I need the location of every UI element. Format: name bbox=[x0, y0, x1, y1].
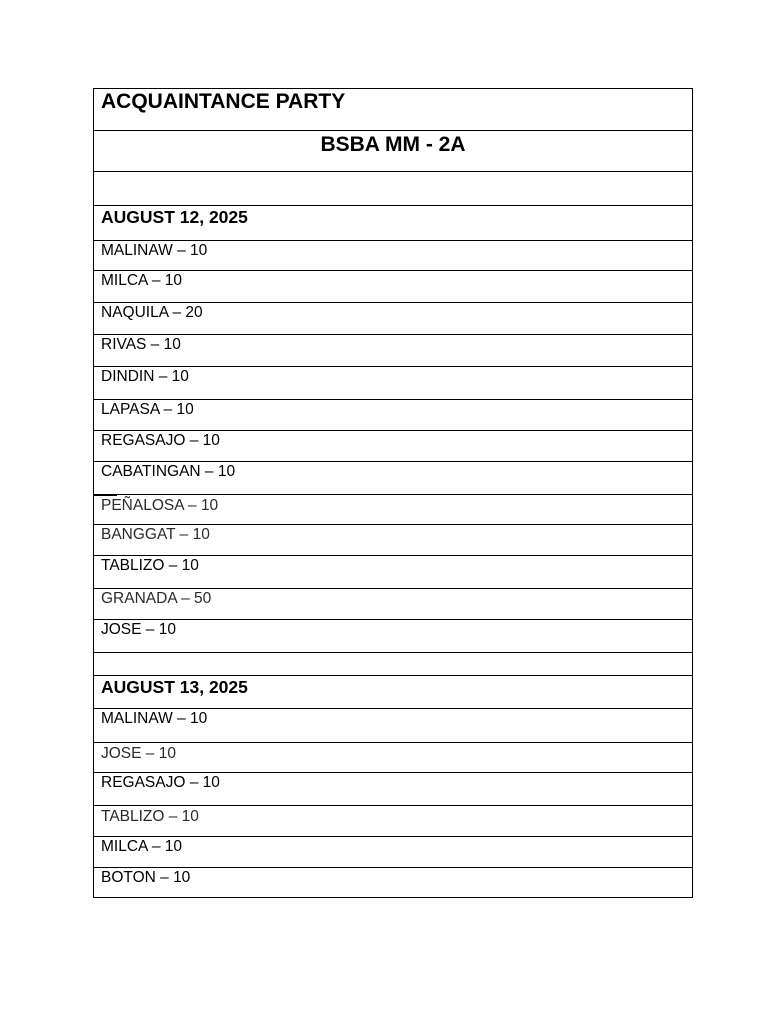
entry-text: DINDIN – 10 bbox=[101, 368, 189, 385]
list-item bbox=[94, 366, 692, 399]
contribution-table bbox=[93, 88, 693, 898]
entry-text: BANGGAT – 10 bbox=[101, 526, 210, 543]
list-item bbox=[94, 240, 692, 270]
section-date: AUGUST 12, 2025 bbox=[101, 207, 248, 227]
blank-row bbox=[94, 652, 692, 675]
entry-text: JOSE – 10 bbox=[101, 745, 176, 762]
entry-text: JOSE – 10 bbox=[101, 621, 176, 638]
section-date: AUGUST 13, 2025 bbox=[101, 677, 248, 697]
entry-text: LAPASA – 10 bbox=[101, 401, 194, 418]
list-item bbox=[94, 555, 692, 588]
entry-text: REGASAJO – 10 bbox=[101, 774, 220, 791]
document-subtitle: BSBA MM - 2A bbox=[320, 133, 466, 156]
list-item bbox=[94, 399, 692, 430]
section-date-row bbox=[94, 205, 692, 240]
entry-text: MILCA – 10 bbox=[101, 272, 182, 289]
entry-text: BOTON – 10 bbox=[101, 869, 191, 886]
entry-text: MALINAW – 10 bbox=[101, 242, 208, 259]
entry-text: PEÑALOSA – 10 bbox=[101, 497, 219, 514]
entry-text: TABLIZO – 10 bbox=[101, 808, 199, 825]
document-title: ACQUAINTANCE PARTY bbox=[101, 90, 346, 113]
list-item bbox=[94, 619, 692, 652]
list-item bbox=[94, 494, 692, 524]
entry-text: GRANADA – 50 bbox=[101, 590, 212, 607]
list-item bbox=[94, 772, 692, 805]
list-item bbox=[94, 805, 692, 836]
list-item bbox=[94, 742, 692, 772]
list-item bbox=[94, 836, 692, 867]
list-item bbox=[94, 708, 692, 742]
entry-text: TABLIZO – 10 bbox=[101, 557, 199, 574]
entry-text: MILCA – 10 bbox=[101, 838, 182, 855]
section-date-row bbox=[94, 675, 692, 708]
list-item bbox=[94, 430, 692, 461]
document-title-row bbox=[94, 89, 692, 130]
list-item bbox=[94, 334, 692, 366]
list-item bbox=[94, 588, 692, 619]
entry-text: RIVAS – 10 bbox=[101, 336, 181, 353]
list-item bbox=[94, 461, 692, 494]
list-item bbox=[94, 302, 692, 334]
list-item bbox=[94, 867, 692, 897]
blank-row bbox=[94, 171, 692, 205]
entry-text: REGASAJO – 10 bbox=[101, 432, 220, 449]
entry-text: NAQUILA – 20 bbox=[101, 304, 203, 321]
document-subtitle-row bbox=[94, 130, 692, 171]
list-item bbox=[94, 270, 692, 302]
entry-text: CABATINGAN – 10 bbox=[101, 463, 236, 480]
list-item bbox=[94, 524, 692, 555]
entry-text: MALINAW – 10 bbox=[101, 710, 208, 727]
